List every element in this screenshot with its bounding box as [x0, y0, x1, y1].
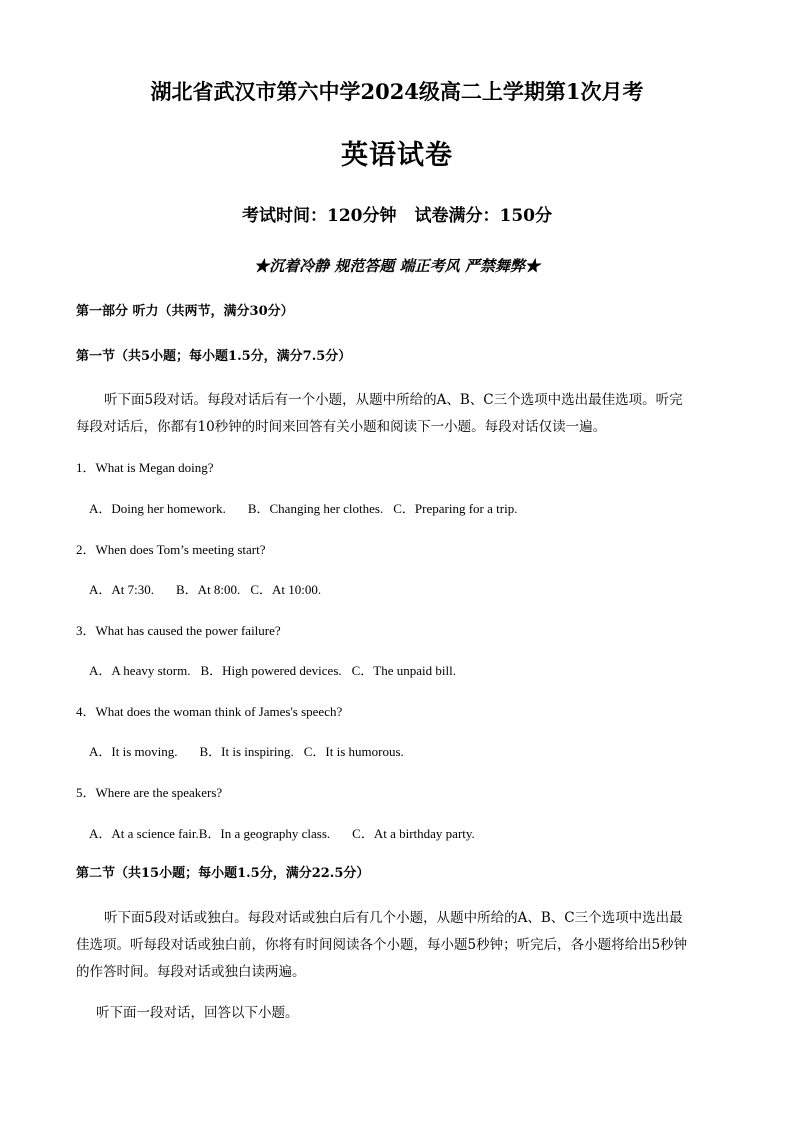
section2-heading: 第二节（共15小题；每小题1.5分，满分22.5分）	[76, 866, 370, 881]
question-2-stem: 2．When does Tom’s meeting start?	[76, 542, 266, 557]
question-5-option-b[interactable]: B．In a geography class.	[198, 826, 331, 841]
part1-heading: 第一部分 听力（共两节，满分30分）	[76, 304, 294, 319]
subject-title: 英语试卷	[341, 140, 453, 171]
question-5-option-a[interactable]: A．At a science fair.	[89, 826, 199, 841]
question-2-option-a[interactable]: A．At 7:30.	[89, 582, 155, 597]
question-3-option-a[interactable]: A．A heavy storm.	[89, 663, 191, 678]
question-5-stem: 5．Where are the speakers?	[76, 785, 223, 800]
question-3-options	[89, 660, 456, 679]
section2-instructions-line3: 的作答时间。每段对话或独白读两遍。	[76, 964, 306, 980]
question-1-option-c[interactable]: C．Preparing for a trip.	[393, 501, 518, 516]
question-4-options	[89, 741, 404, 760]
question-3-option-b[interactable]: B．High powered devices.	[200, 663, 342, 678]
question-4-option-b[interactable]: B．It is inspiring.	[199, 744, 294, 759]
question-4-option-c[interactable]: C．It is humorous.	[303, 744, 404, 759]
section1-instructions-line1: 听下面5段对话。每段对话后有一个小题，从题中所给的A、B、C三个选项中选出最佳选项。听完	[104, 392, 683, 408]
question-4-stem: 4．What does the woman think of James's speech?	[76, 704, 343, 719]
question-5-options	[89, 823, 475, 842]
question-1-option-a[interactable]: A．Doing her homework.	[89, 501, 226, 516]
section2-note: 听下面一段对话，回答以下小题。	[96, 1005, 299, 1021]
question-3-stem: 3．What has caused the power failure?	[76, 623, 281, 638]
question-4-option-a[interactable]: A．It is moving.	[89, 744, 178, 759]
question-3-option-c[interactable]: C．The unpaid bill.	[351, 663, 456, 678]
question-5-option-c[interactable]: C．At a birthday party.	[352, 826, 475, 841]
question-1-stem: 1．What is Megan doing?	[76, 460, 214, 475]
section2-instructions-line1: 听下面5段对话或独白。每段对话或独白后有几个小题，从题中所给的A、B、C三个选项中选出最	[104, 910, 683, 926]
exam-title: 湖北省武汉市第六中学2024级高二上学期第1次月考	[150, 79, 644, 104]
question-1-options	[89, 498, 517, 517]
question-2-option-c[interactable]: C．At 10:00.	[250, 582, 322, 597]
question-1-option-b[interactable]: B．Changing her clothes.	[247, 501, 384, 516]
section1-instructions-line2: 每段对话后，你都有10秒钟的时间来回答有关小题和阅读下一小题。每段对话仅读一遍。	[76, 419, 607, 435]
exam-time: 考试时间：120分钟	[242, 206, 397, 226]
question-2-option-b[interactable]: B．At 8:00.	[176, 582, 241, 597]
exam-info	[0, 201, 794, 226]
exam-motto: ★沉着冷静 规范答题 端正考风 严禁舞弊★	[254, 257, 540, 275]
section2-instructions-line2: 佳选项。听每段对话或独白前，你将有时间阅读各个小题，每小题5秒钟；听完后，各小题将给出5秒钟	[76, 937, 688, 953]
section1-heading: 第一节（共5小题；每小题1.5分，满分7.5分）	[76, 349, 352, 364]
full-score: 试卷满分：150分	[414, 206, 552, 226]
question-2-options	[89, 579, 321, 598]
